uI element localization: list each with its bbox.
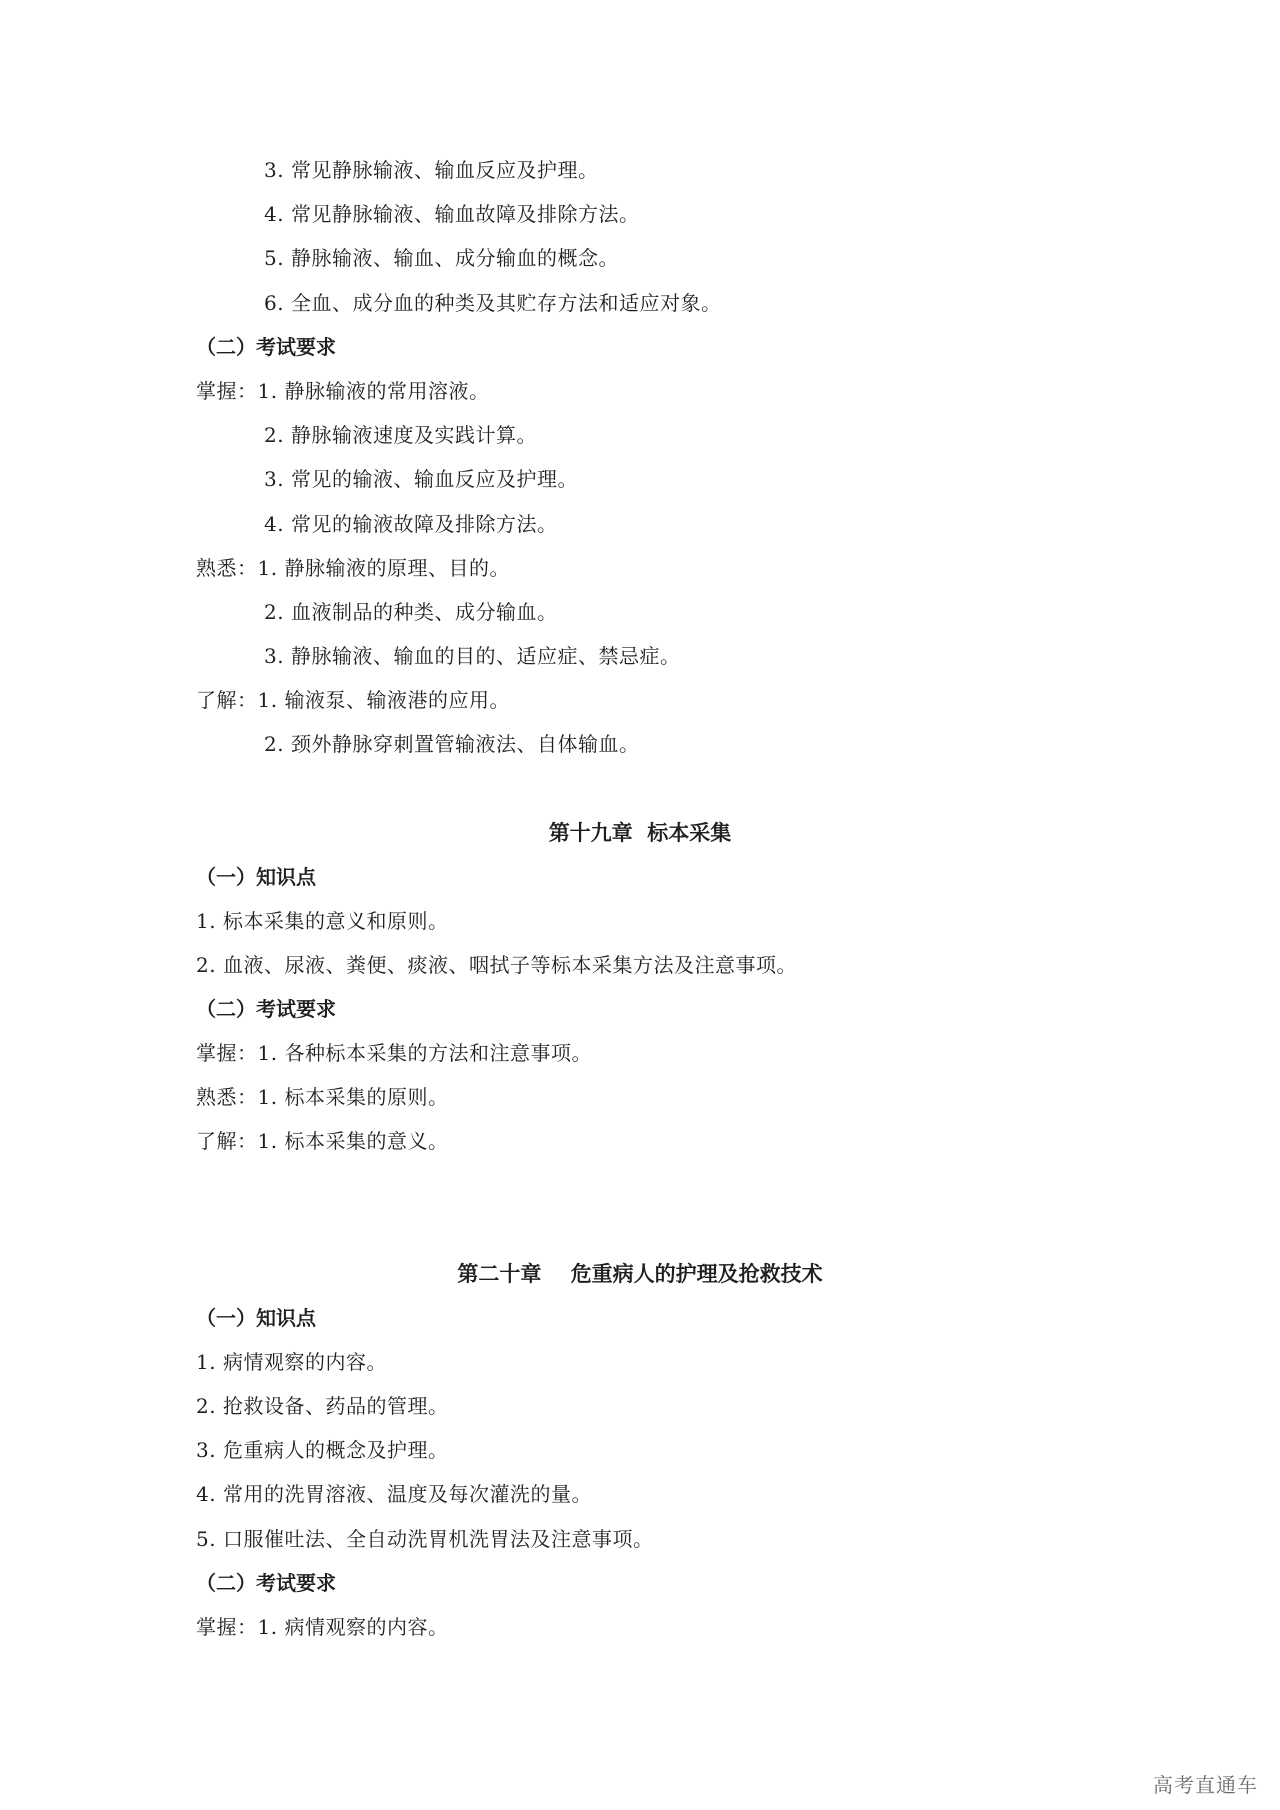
exam-line-understand: 了解：1. 输液泵、输液港的应用。 bbox=[196, 688, 510, 712]
exam-line: 4. 常见的输液故障及排除方法。 bbox=[264, 512, 558, 536]
knowledge-item: 4. 常见静脉输液、输血故障及排除方法。 bbox=[264, 202, 640, 226]
exam-line-master: 掌握：1. 病情观察的内容。 bbox=[196, 1615, 449, 1639]
knowledge-item: 5. 口服催吐法、全自动洗胃机洗胃法及注意事项。 bbox=[196, 1527, 654, 1551]
exam-line-familiar: 熟悉：1. 标本采集的原则。 bbox=[196, 1085, 449, 1109]
watermark: 高考直通车 bbox=[1153, 1773, 1258, 1797]
knowledge-item: 6. 全血、成分血的种类及其贮存方法和适应对象。 bbox=[264, 291, 722, 315]
knowledge-item: 2. 血液、尿液、粪便、痰液、咽拭子等标本采集方法及注意事项。 bbox=[196, 953, 797, 977]
exam-line: 2. 血液制品的种类、成分输血。 bbox=[264, 600, 558, 624]
knowledge-item: 3. 危重病人的概念及护理。 bbox=[196, 1438, 449, 1462]
knowledge-points-heading: （一）知识点 bbox=[196, 1306, 316, 1330]
chapter-19-title: 第十九章 标本采集 bbox=[548, 821, 732, 845]
knowledge-item: 4. 常用的洗胃溶液、温度及每次灌洗的量。 bbox=[196, 1482, 592, 1506]
exam-requirements-heading: （二）考试要求 bbox=[196, 335, 336, 359]
exam-line-understand: 了解：1. 标本采集的意义。 bbox=[196, 1129, 449, 1153]
exam-line: 3. 常见的输液、输血反应及护理。 bbox=[264, 467, 578, 491]
knowledge-points-heading: （一）知识点 bbox=[196, 865, 316, 889]
exam-line-master: 掌握：1. 静脉输液的常用溶液。 bbox=[196, 379, 490, 403]
exam-line-familiar: 熟悉：1. 静脉输液的原理、目的。 bbox=[196, 556, 510, 580]
exam-line: 2. 颈外静脉穿刺置管输液法、自体输血。 bbox=[264, 732, 640, 756]
knowledge-item: 1. 病情观察的内容。 bbox=[196, 1350, 387, 1374]
exam-line: 2. 静脉输液速度及实践计算。 bbox=[264, 423, 537, 447]
chapter-20-title: 第二十章 危重病人的护理及抢救技术 bbox=[457, 1262, 823, 1286]
exam-requirements-heading: （二）考试要求 bbox=[196, 1571, 336, 1595]
exam-requirements-heading: （二）考试要求 bbox=[196, 997, 336, 1021]
exam-line: 3. 静脉输液、输血的目的、适应症、禁忌症。 bbox=[264, 644, 681, 668]
knowledge-item: 1. 标本采集的意义和原则。 bbox=[196, 909, 449, 933]
exam-line-master: 掌握：1. 各种标本采集的方法和注意事项。 bbox=[196, 1041, 592, 1065]
knowledge-item: 2. 抢救设备、药品的管理。 bbox=[196, 1394, 449, 1418]
knowledge-item: 5. 静脉输液、输血、成分输血的概念。 bbox=[264, 246, 619, 270]
knowledge-item: 3. 常见静脉输液、输血反应及护理。 bbox=[264, 158, 599, 182]
